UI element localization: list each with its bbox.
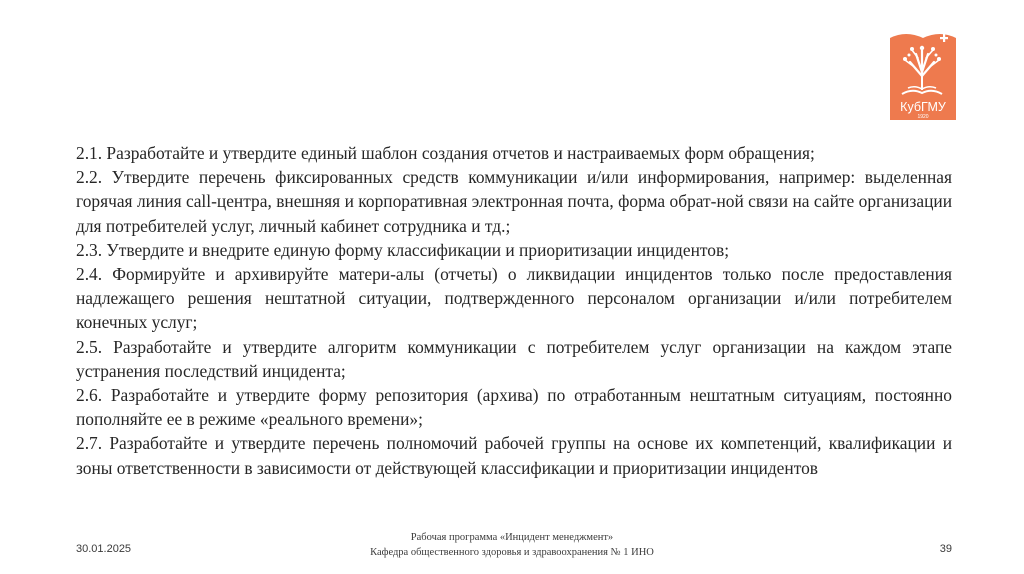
logo-year: 1920 (917, 114, 929, 120)
footer-date: 30.01.2025 (76, 543, 132, 555)
list-item: 2.6. Разработайте и утвердите форму репозитория (архива) по отработанным нештатным ситуациям, постоянно пополняйте ее в режиме «реального времени»; (76, 385, 952, 430)
kubgmu-logo (888, 28, 958, 126)
footer-program-title: Рабочая программа «Инцидент менеджмент» (410, 532, 614, 543)
list-item: 2.3. Утвердите и внедрите единую форму классификации и приоритизации инцидентов; (76, 239, 730, 260)
footer-department: Кафедра общественного здоровья и здравоохранения № 1 ИНО (370, 547, 654, 558)
page-number: 39 (939, 543, 952, 555)
slide-body-text (76, 141, 952, 480)
footer-caption (300, 530, 724, 560)
list-item: 2.5. Разработайте и утвердите алгоритм коммуникации с потребителем услуг организации на каждом этапе устранения последствий инцидента; (76, 336, 952, 381)
list-item: 2.7. Разработайте и утвердите перечень полномочий рабочей группы на основе их компетенций, квалификации и зоны ответственности в зависимости от действующей классификации и приоритизации инцидентов (76, 433, 952, 478)
list-item: 2.1. Разработайте и утвердите единый шаблон создания отчетов и настраиваемых форм обращения; (76, 143, 815, 163)
list-item: 2.2. Утвердите перечень фиксированных средств коммуникации и/или информирования, например: выделенная горячая линия call-центра, внешняя и корпоративная электронная почта, форма обрат-ной связи на сайте организации для потребителей услуг, личный кабинет сотрудника и тд.; (76, 167, 952, 236)
tree-book-logo-icon (888, 28, 958, 126)
list-item: 2.4. Формируйте и архивируйте матери-алы (отчеты) о ликвидации инцидентов только после предоставления надлежащего решения нештатной ситуации, подтвержденного персоналом организации и/или потребителем конечных услуг; (76, 264, 952, 333)
logo-name: КубГМУ (900, 100, 946, 114)
